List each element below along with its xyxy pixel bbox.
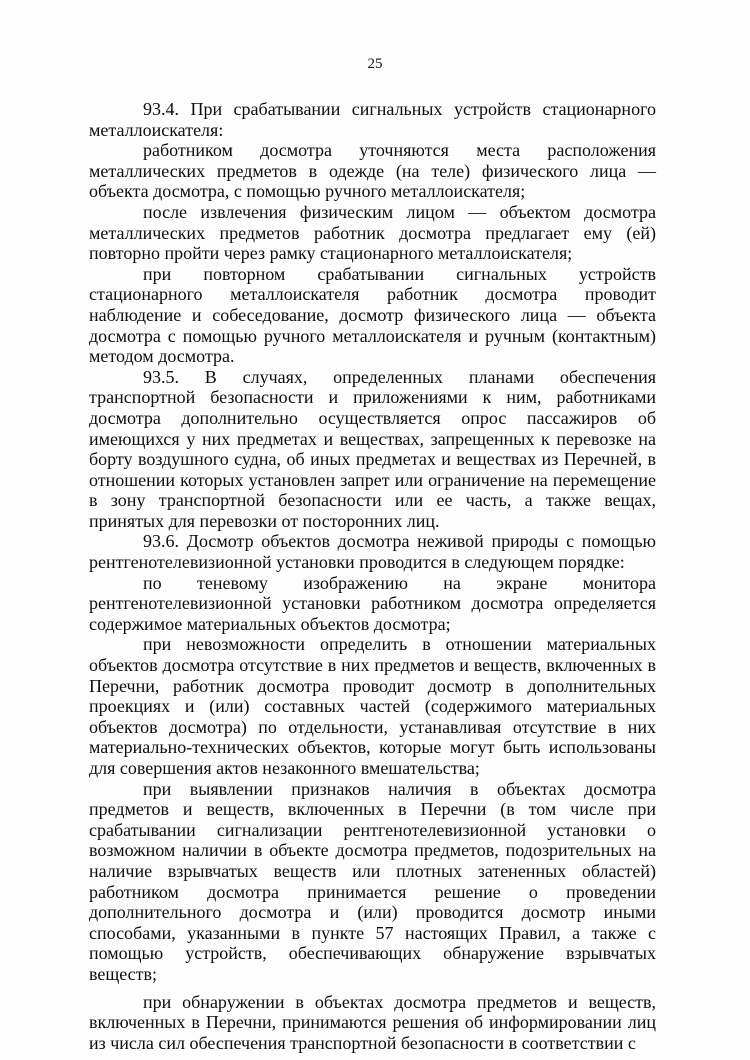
paragraph-93-4: 93.4. При срабатывании сигнальных устройств стационарного металлоискателя: (89, 99, 656, 140)
page-number: 25 (367, 56, 383, 72)
paragraph-signs-detected: при выявлении признаков наличия в объектах досмотра предметов и веществ, включенных в Перечни (в том числе при срабатывании сигнализации рентгенотелевизионной установки о возможном наличии в объекте досмотра предметов, подозрительных на наличие взрывчатых веществ или плотных затененных областей) работником досмотра принимается решение о проведении дополнительного досмотра и (или) проводится досмотр иными способами, указанными в пункте 57 настоящих Правил, а также с помощью устройств, обеспечивающих обнаружение взрывчатых веществ; (89, 778, 656, 984)
document-body (89, 99, 656, 1053)
paragraph-extra-projections: при невозможности определить в отношении материальных объектов досмотра отсутствие в них предметов и веществ, включенных в Перечни, работник досмотра проводит досмотр в дополнительных проекциях и (или) составных частей (содержимого материальных объектов досмотра) по отдельности, устанавливая отсутствие в них материально-технических объектов, которые могут быть использованы для совершения актов незаконного вмешательства; (89, 634, 656, 778)
paragraph-items-found: при обнаружении в объектах досмотра предметов и веществ, включенных в Перечни, принимаются решения об информировании лиц из числа сил обеспечения транспортной безопасности в соответствии с (89, 991, 656, 1053)
paragraph-repeat-alarm: при повторном срабатывании сигнальных устройств стационарного металлоискателя работник досмотра проводит наблюдение и собеседование, досмотр физического лица — объекта досмотра с помощью ручного металлоискателя и ручным (контактным) методом досмотра. (89, 263, 656, 367)
paragraph-locate-metal: работником досмотра уточняются места расположения металлических предметов в одежде (на теле) физического лица — объекта досмотра, с помощью ручного металлоискателя; (89, 140, 656, 202)
paragraph-93-5: 93.5. В случаях, определенных планами обеспечения транспортной безопасности и приложениями к ним, работниками досмотра дополнительно осуществляется опрос пассажиров об имеющихся у них предметах и веществах, запрещенных к перевозке на борту воздушного судна, об иных предметах и веществах из Перечней, в отношении которых установлен запрет или ограничение на перемещение в зону транспортной безопасности или ее часть, а также вещах, принятых для перевозки от посторонних лиц. (89, 366, 656, 531)
paragraph-93-6: 93.6. Досмотр объектов досмотра неживой природы с помощью рентгенотелевизионной установки проводится в следующем порядке: (89, 531, 656, 573)
paragraph-repeat-pass: после извлечения физическим лицом — объектом досмотра металлических предметов работник досмотра предлагает ему (ей) повторно пройти через рамку стационарного металлоискателя; (89, 201, 656, 264)
paragraph-shadow-image: по теневому изображению на экране монитора рентгенотелевизионной установки работником досмотра определяется содержимое материальных объектов досмотра; (89, 572, 656, 634)
